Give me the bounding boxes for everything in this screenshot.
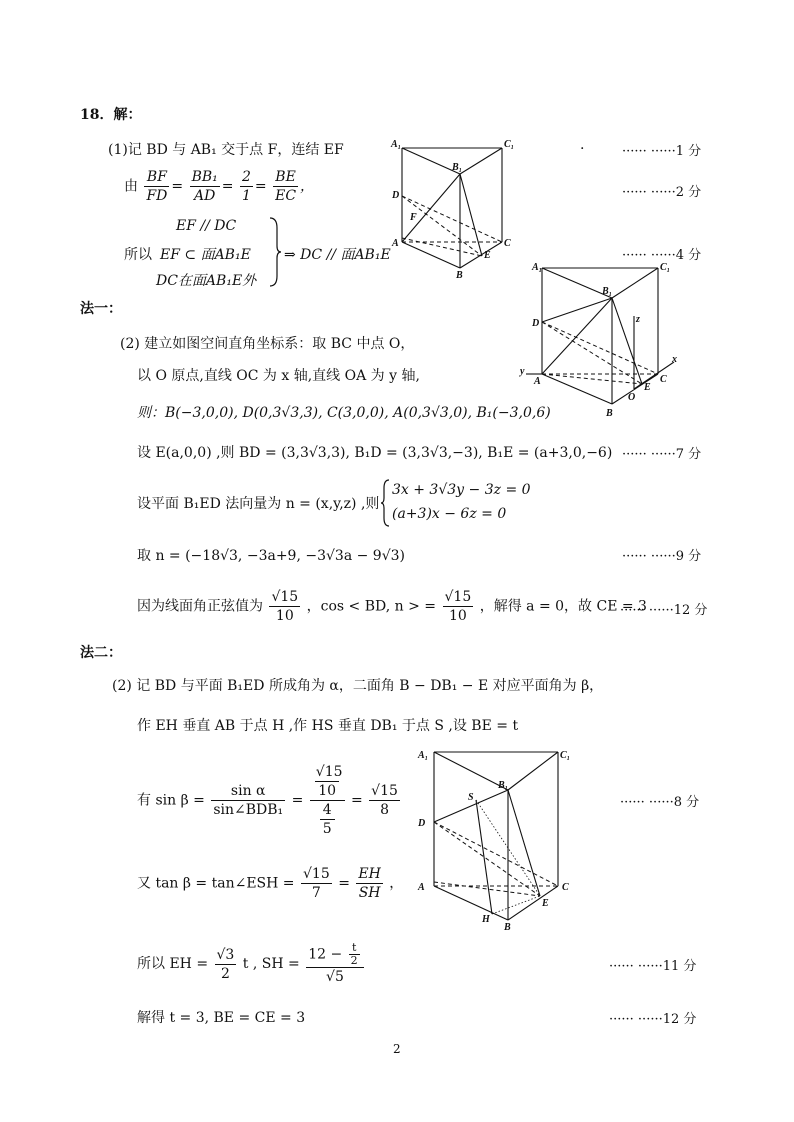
eq-sign: = — [291, 792, 304, 809]
method2-line2: 作 EH 垂直 AB 于点 H ,作 HS 垂直 DB₁ 于点 S ,设 BE = t — [137, 718, 519, 734]
den: 2 — [350, 954, 358, 967]
method1-line5: 设平面 B₁ED 法向量为 n = (x,y,z) ,则 — [137, 496, 380, 512]
method2-title: 法二： — [80, 645, 122, 661]
num: sin α — [211, 782, 285, 801]
label-C1: C₁ — [504, 139, 515, 150]
right-brace — [268, 216, 282, 288]
ratio-equation: 由 $\frac{BF}{FD}$ = $\frac{\text{BB₁}}{AD}$ = $\frac{2}{1}$ = $\frac{BE}{EC}$ ， — [124, 169, 315, 204]
num: BF — [144, 168, 169, 187]
label-A1: A₁ — [391, 139, 402, 150]
label-E: E — [644, 382, 651, 393]
line7-b: ，cos < BD, n > = — [306, 598, 437, 615]
label-C1: C₁ — [660, 262, 671, 273]
label-B: B — [456, 270, 463, 280]
score-12b: ······ ······12 分 — [609, 1012, 697, 1027]
num: BE — [273, 168, 298, 187]
frac-sh — [306, 942, 363, 986]
label-B1: B₁ — [602, 286, 613, 297]
label-x: x — [672, 354, 677, 365]
problem-heading: 18．解： — [80, 107, 142, 123]
condition-3: DC在面AB₁E外 — [156, 273, 257, 289]
den-frac — [310, 801, 345, 838]
label-A1: A₁ — [532, 262, 543, 273]
line7-c: ，解得 a = 0，故 CE = 3 — [479, 598, 647, 615]
score-9: ······ ······9 分 — [622, 549, 702, 564]
method2-line3 — [137, 763, 402, 838]
method2-line1: (2) 记 BD 与平面 B₁ED 所成角为 α，二面角 B − DB₁ − E 对应平面角为 β， — [112, 678, 604, 694]
label-C1: C₁ — [560, 750, 571, 761]
t-over-2 — [349, 942, 360, 967]
figure-prism-3 — [410, 740, 580, 930]
label-F: F — [410, 212, 417, 223]
num: √15 — [371, 783, 398, 799]
label-E: E — [484, 250, 491, 261]
label-z: z — [636, 314, 640, 325]
left-brace — [381, 478, 391, 528]
label-C: C — [562, 882, 569, 893]
frac-eh-sh — [356, 865, 382, 902]
den: SH — [358, 885, 381, 901]
num: EH — [358, 866, 381, 882]
label-A: A — [418, 882, 425, 893]
label-D: D — [418, 818, 426, 829]
label-C: C — [504, 238, 511, 249]
frac-bb1-ad — [190, 168, 220, 205]
den: 8 — [380, 802, 389, 818]
label-D: D — [532, 318, 540, 329]
condition-2: EF ⊂ 面AB₁E — [160, 247, 251, 263]
den: 1 — [241, 188, 251, 204]
den: 2 — [220, 965, 230, 982]
num: √15 — [271, 589, 299, 605]
frac-bf-fd — [144, 168, 169, 205]
label-O: O — [628, 392, 636, 403]
method1-title: 法一： — [80, 301, 122, 317]
label-y: y — [520, 366, 525, 377]
num: √15 — [444, 589, 472, 605]
method1-line2: 以 O 原点,直线 OC 为 x 轴,直线 OA 为 y 轴, — [137, 368, 420, 384]
ratio-prefix: 由 — [124, 178, 138, 195]
score-1: ······ ······1 分 — [622, 144, 702, 159]
label-B: B — [606, 408, 613, 418]
den: sin∠BDB₁ — [213, 802, 284, 818]
label-A: A — [534, 376, 541, 387]
line5-b: t , SH = — [242, 956, 300, 972]
frac-sqrt15-10-b — [443, 588, 474, 625]
num: BB₁ — [191, 169, 218, 185]
line4-a: 又 tan β = tan∠ESH = — [137, 875, 295, 892]
label-C: C — [660, 374, 667, 385]
num: t — [349, 942, 360, 955]
score-12a: ······ ······12 分 — [620, 603, 708, 618]
eq-sign-2: = — [350, 792, 363, 809]
label-B1: B₁ — [452, 162, 463, 173]
label-B: B — [504, 922, 511, 930]
figure-prism-1 — [390, 138, 520, 280]
label-A: A — [392, 238, 399, 249]
score-2: ······ ······2 分 — [622, 185, 702, 200]
label-H: H — [482, 914, 490, 925]
num: √15 — [303, 866, 330, 882]
method2-line5 — [137, 942, 366, 986]
eq-sign-3: = — [338, 875, 350, 892]
den-five: 5 — [320, 819, 335, 838]
method1-line7 — [137, 588, 647, 625]
frac-sqrt3-2 — [215, 946, 237, 983]
frac-be-ec — [273, 168, 298, 205]
label-D: D — [392, 190, 400, 201]
stray-dot: . — [580, 137, 585, 153]
score-11: ······ ······11 分 — [609, 959, 697, 974]
label-S: S — [468, 792, 474, 803]
method2-line4 — [137, 865, 403, 902]
den: √5 — [326, 969, 344, 985]
method1-line1: (2) 建立如图空间直角坐标系：取 BC 中点 O， — [120, 336, 415, 352]
num: √3 — [216, 946, 235, 963]
num-ten: 10 — [315, 781, 339, 800]
condition-1: EF // DC — [176, 218, 237, 234]
den: AD — [194, 188, 216, 204]
score-4: ······ ······4 分 — [622, 248, 702, 263]
method2-line6: 解得 t = 3, BE = CE = 3 — [137, 1010, 306, 1026]
line7-a: 因为线面角正弦值为 — [137, 598, 263, 615]
method1-line4: 设 E(a,0,0) ,则 BD = (3,3√3,3), B₁D = (3,3√3,−3), B₁E = (a+3,0,−6) — [137, 445, 613, 461]
part1-line1: (1)记 BD 与 AB₁ 交于点 F，连结 EF — [108, 142, 344, 158]
page-number: 2 — [393, 1042, 401, 1056]
frac-sqrt15-8 — [369, 782, 400, 819]
method1-line3: 则：B(−3,0,0), D(0,3√3,3), C(3,0,0), A(0,3√3,0), B₁(−3,0,6) — [137, 405, 551, 421]
score-7: ······ ······7 分 — [622, 447, 702, 462]
den: FD — [146, 188, 168, 204]
num-sqrt15: √15 — [315, 764, 343, 780]
frac-2-1 — [240, 168, 253, 205]
so-label: 所以 — [124, 247, 152, 263]
line4-b: ， — [389, 875, 404, 892]
twelve-minus: 12 − — [308, 946, 343, 963]
figure-prism-2 — [516, 258, 686, 418]
label-A1: A₁ — [418, 750, 429, 761]
line3-a: 有 sin β = — [137, 792, 205, 809]
label-E: E — [542, 898, 549, 909]
equation-1: 3x + 3√3y − 3z = 0 — [392, 482, 531, 498]
frac-sin — [211, 782, 285, 819]
score-8: ······ ······8 分 — [620, 795, 700, 810]
den: 10 — [448, 608, 467, 624]
method1-line6: 取 n = (−18√3, −3a+9, −3√3a − 9√3) — [137, 548, 405, 564]
num — [306, 942, 363, 968]
frac-compound — [310, 763, 345, 838]
equation-2: (a+3)x − 6z = 0 — [392, 506, 507, 522]
den: 10 — [275, 608, 294, 624]
frac-sqrt15-7 — [301, 865, 332, 902]
num-frac — [310, 763, 345, 801]
num: 2 — [241, 169, 251, 185]
label-B1: B₁ — [498, 780, 509, 791]
den: 7 — [311, 885, 321, 901]
conclusion: ⇒ DC // 面AB₁E — [284, 247, 391, 263]
frac-sqrt15-10 — [269, 588, 300, 625]
den: EC — [275, 188, 297, 204]
line5-a: 所以 EH = — [137, 956, 209, 972]
den-four: 4 — [322, 802, 332, 818]
